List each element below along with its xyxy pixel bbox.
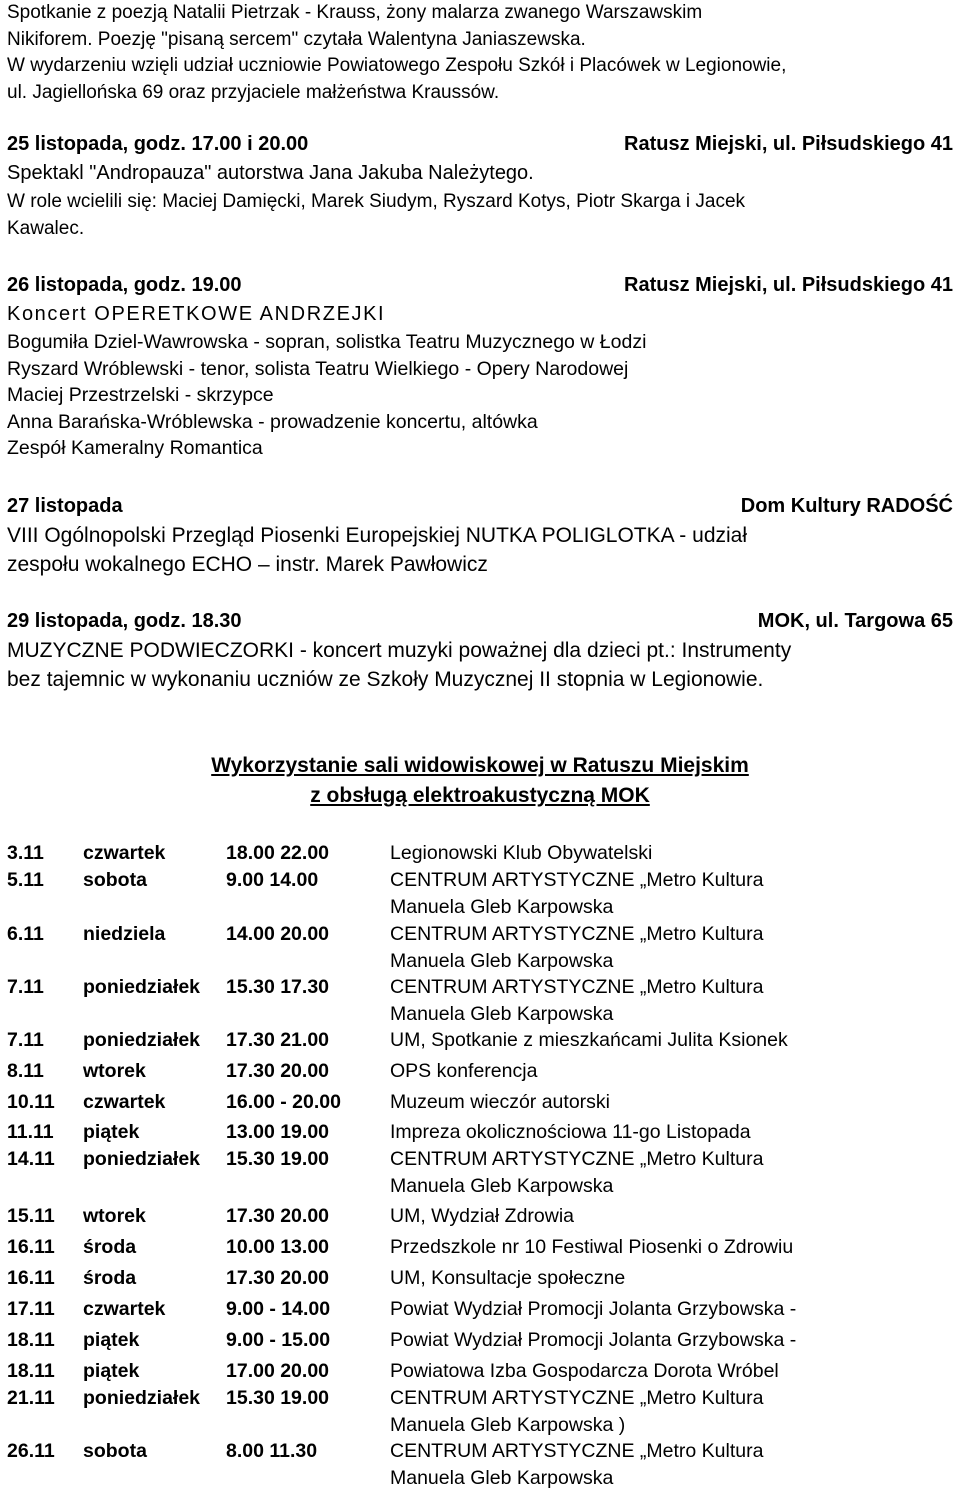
schedule-row: [7, 1298, 957, 1328]
schedule-time: 15.30 17.30: [226, 976, 330, 998]
schedule-row: [7, 1440, 957, 1489]
schedule-date: 5.11: [7, 869, 44, 891]
schedule-day: niedziela: [83, 923, 166, 945]
schedule-desc: Impreza okolicznościowa 11-go Listopada: [390, 1121, 751, 1143]
event-26-listopada: [7, 271, 953, 462]
event-venue: Dom Kultury RADOŚĆ: [740, 495, 953, 517]
schedule-desc: CENTRUM ARTYSTYCZNE „Metro Kultura: [390, 1387, 764, 1409]
event-line: W role wcielili się: Maciej Damięcki, Marek Siudym, Ryszard Kotys, Piotr Skarga i Jacek: [7, 191, 746, 212]
schedule-day: wtorek: [83, 1060, 146, 1082]
schedule-date: 18.11: [7, 1329, 55, 1351]
section-heading-line: z obsługą elektroakustyczną MOK: [310, 784, 650, 807]
schedule-row: [7, 1148, 957, 1197]
schedule-desc: CENTRUM ARTYSTYCZNE „Metro Kultura: [390, 869, 764, 891]
event-date: 29 listopada, godz. 18.30: [7, 610, 242, 632]
schedule-date: 7.11: [7, 976, 44, 998]
event-line: MUZYCZNE PODWIECZORKI - koncert muzyki poważnej dla dzieci pt.: Instrumenty: [7, 639, 792, 662]
schedule-day: środa: [83, 1236, 137, 1258]
schedule-date: 8.11: [7, 1060, 44, 1082]
schedule-time: 9.00 - 14.00: [226, 1298, 331, 1320]
schedule-row: [7, 1091, 957, 1121]
schedule-time: 8.00 11.30: [226, 1440, 318, 1462]
schedule-desc: CENTRUM ARTYSTYCZNE „Metro Kultura: [390, 1440, 764, 1462]
event-header: [7, 271, 953, 300]
section-heading: [0, 751, 960, 781]
schedule-day: wtorek: [83, 1205, 146, 1227]
schedule-row: [7, 1360, 957, 1390]
schedule-desc-continued: Manuela Gleb Karpowska ): [390, 1414, 626, 1436]
schedule-time: 15.30 19.00: [226, 1387, 330, 1409]
schedule-day: środa: [83, 1267, 137, 1289]
schedule-desc: CENTRUM ARTYSTYCZNE „Metro Kultura: [390, 976, 764, 998]
schedule-time: 14.00 20.00: [226, 923, 330, 945]
schedule-desc: Legionowski Klub Obywatelski: [390, 842, 653, 864]
schedule-row: [7, 1205, 957, 1235]
schedule-day: czwartek: [83, 1091, 166, 1113]
event-line: Bogumiła Dziel-Wawrowska - sopran, solistka Teatru Muzycznego w Łodzi: [7, 331, 647, 353]
intro-line: W wydarzeniu wzięli udział uczniowie Powiatowego Zespołu Szkół i Placówek w Legionowie,: [7, 55, 787, 76]
schedule-day: poniedziałek: [83, 1148, 201, 1170]
event-header: [7, 130, 953, 159]
schedule-date: 7.11: [7, 1029, 44, 1051]
schedule-date: 21.11: [7, 1387, 55, 1409]
intro-line: Nikiforem. Poezję "pisaną sercem" czytała Walentyna Janiaszewska.: [7, 28, 586, 50]
schedule-time: 17.30 20.00: [226, 1267, 330, 1289]
schedule-row: [7, 1329, 957, 1359]
schedule-desc-continued: Manuela Gleb Karpowska: [390, 1175, 614, 1197]
schedule-time: 9.00 - 15.00: [226, 1329, 331, 1351]
event-venue: Ratusz Miejski, ul. Piłsudskiego 41: [624, 133, 953, 155]
intro-line: Spotkanie z poezją Natalii Pietrzak - Krauss, żony malarza zwanego Warszawskim: [7, 2, 703, 23]
event-29-listopada: [7, 607, 953, 694]
schedule-desc: CENTRUM ARTYSTYCZNE „Metro Kultura: [390, 923, 764, 945]
schedule-day: poniedziałek: [83, 1029, 201, 1051]
schedule-day: sobota: [83, 1440, 147, 1462]
schedule-desc: Powiat Wydział Promocji Jolanta Grzybowska -: [390, 1329, 797, 1351]
event-line: Maciej Przestrzelski - skrzypce: [7, 384, 274, 406]
schedule-time: 15.30 19.00: [226, 1148, 330, 1170]
schedule-row: [7, 1236, 957, 1266]
schedule-row: [7, 1267, 957, 1297]
schedule-desc-continued: Manuela Gleb Karpowska: [390, 1003, 614, 1025]
schedule-date: 17.11: [7, 1298, 55, 1320]
schedule-row: [7, 1060, 957, 1090]
schedule-time: 9.00 14.00: [226, 869, 319, 891]
event-header: [7, 607, 953, 636]
event-27-listopada: [7, 492, 953, 579]
event-header: [7, 492, 953, 521]
schedule-time: 18.00 22.00: [226, 842, 330, 864]
schedule-date: 16.11: [7, 1267, 55, 1289]
schedule-row: [7, 1121, 957, 1151]
schedule-date: 14.11: [7, 1148, 55, 1170]
schedule-date: 3.11: [7, 842, 44, 864]
schedule-time: 17.00 20.00: [226, 1360, 330, 1382]
schedule-desc: OPS konferencja: [390, 1060, 538, 1082]
schedule-row: [7, 1029, 957, 1059]
schedule-desc-continued: Manuela Gleb Karpowska: [390, 896, 614, 918]
schedule-day: piątek: [83, 1360, 140, 1382]
schedule-time: 17.30 20.00: [226, 1205, 330, 1227]
event-title: Koncert OPERETKOWE ANDRZEJKI: [7, 303, 386, 325]
event-line: Zespół Kameralny Romantica: [7, 437, 263, 459]
schedule-day: piątek: [83, 1121, 140, 1143]
schedule-date: 11.11: [7, 1121, 54, 1143]
schedule-date: 15.11: [7, 1205, 55, 1227]
schedule-row: [7, 923, 957, 972]
schedule-date: 16.11: [7, 1236, 55, 1258]
schedule-day: sobota: [83, 869, 147, 891]
schedule-desc: UM, Spotkanie z mieszkańcami Julita Ksionek: [390, 1029, 788, 1051]
schedule-time: 10.00 13.00: [226, 1236, 330, 1258]
event-line: bez tajemnic w wykonaniu uczniów ze Szkoły Muzycznej II stopnia w Legionowie.: [7, 668, 764, 691]
schedule-row: [7, 976, 957, 1025]
event-line: Anna Barańska-Wróblewska - prowadzenie koncertu, altówka: [7, 410, 538, 433]
schedule-time: 13.00 19.00: [226, 1121, 330, 1143]
event-date: 25 listopada, godz. 17.00 i 20.00: [7, 133, 309, 155]
event-venue: Ratusz Miejski, ul. Piłsudskiego 41: [624, 274, 953, 296]
schedule-time: 17.30 20.00: [226, 1060, 330, 1082]
schedule-row: [7, 869, 957, 918]
event-line: Kawalec.: [7, 218, 85, 239]
event-25-listopada: [7, 130, 953, 242]
schedule-desc-continued: Manuela Gleb Karpowska: [390, 950, 614, 972]
schedule-desc: UM, Konsultacje społeczne: [390, 1267, 626, 1289]
schedule-day: czwartek: [83, 842, 166, 864]
section-subheading: [0, 781, 960, 811]
intro-line: ul. Jagiellońska 69 oraz przyjaciele małżeństwa Kraussów.: [7, 81, 500, 103]
schedule-day: piątek: [83, 1329, 140, 1351]
schedule-desc: Przedszkole nr 10 Festiwal Piosenki o Zdrowiu: [390, 1236, 794, 1258]
schedule-date: 6.11: [7, 923, 44, 945]
event-line: Spektakl "Andropauza" autorstwa Jana Jakuba Należytego.: [7, 162, 534, 184]
schedule-time: 16.00 - 20.00: [226, 1091, 341, 1113]
event-line: VIII Ogólnopolski Przegląd Piosenki Europejskiej NUTKA POLIGLOTKA - udział: [7, 524, 748, 547]
schedule-desc: UM, Wydział Zdrowia: [390, 1205, 575, 1227]
schedule-date: 26.11: [7, 1440, 55, 1462]
event-date: 26 listopada, godz. 19.00: [7, 274, 242, 296]
event-date: 27 listopada: [7, 495, 123, 517]
event-line: Ryszard Wróblewski - tenor, solista Teatru Wielkiego - Opery Narodowej: [7, 357, 629, 380]
schedule-row: [7, 842, 957, 872]
schedule-desc: Powiat Wydział Promocji Jolanta Grzybowska -: [390, 1298, 797, 1320]
schedule-date: 10.11: [7, 1091, 55, 1113]
schedule-desc: Powiatowa Izba Gospodarcza Dorota Wróbel: [390, 1360, 779, 1382]
schedule-date: 18.11: [7, 1360, 55, 1382]
schedule-desc: Muzeum wieczór autorski: [390, 1091, 610, 1113]
section-heading-line: Wykorzystanie sali widowiskowej w Ratuszu Miejskim: [211, 754, 749, 777]
event-venue: MOK, ul. Targowa 65: [757, 610, 953, 632]
schedule-row: [7, 1387, 957, 1436]
event-line: zespołu wokalnego ECHO – instr. Marek Pawłowicz: [7, 553, 488, 576]
schedule-day: poniedziałek: [83, 976, 201, 998]
intro-paragraph: [7, 0, 957, 106]
schedule-day: czwartek: [83, 1298, 166, 1320]
schedule-desc-continued: Manuela Gleb Karpowska: [390, 1467, 614, 1489]
schedule-desc: CENTRUM ARTYSTYCZNE „Metro Kultura: [390, 1148, 764, 1170]
schedule-day: poniedziałek: [83, 1387, 201, 1409]
schedule-time: 17.30 21.00: [226, 1029, 330, 1051]
